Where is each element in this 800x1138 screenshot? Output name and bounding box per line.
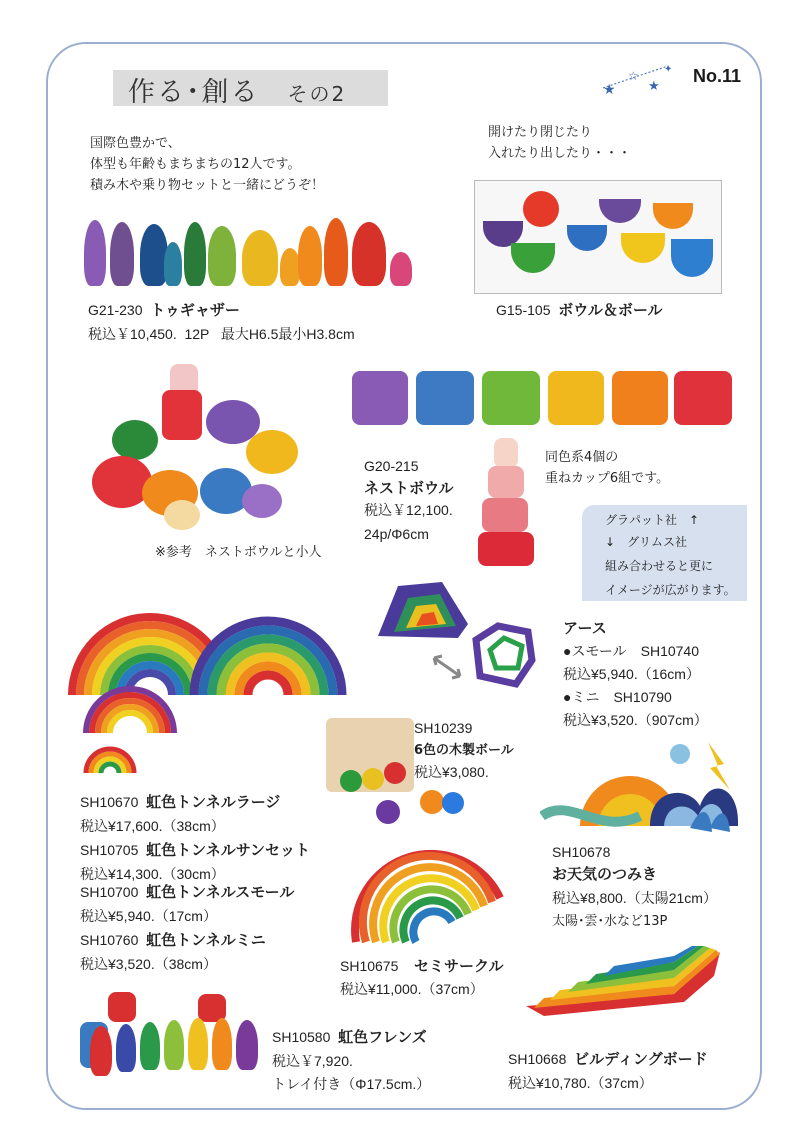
friends-spec: トレイ付き（Φ17.5cm.） [272,1076,431,1092]
reference-photo [88,360,338,540]
rainbow-small-label: SH10700 虹色トンネルスモール [80,884,295,901]
note-line-3: 組み合わせると更に [605,559,714,573]
weather-blocks-photo [540,736,750,846]
semicircle-photo [350,838,510,948]
rainbow-large-label: SH10670 虹色トンネルラージ [80,794,281,811]
weather-price: 税込¥8,800.（太陽21cm） [552,890,717,906]
friends-label: SH10580 虹色フレンズ [272,1029,427,1046]
page-title: 作る･創る その2 [128,77,347,108]
earth-name: アース [563,619,607,637]
bowls-photo [474,180,722,294]
together-photo [84,212,424,298]
balls-name: 6色の木製ボール [414,743,514,758]
nest-bowls-name: ネストボウル [364,479,454,497]
nest-bowls-spec: 24p/Φ6cm [364,526,429,542]
balls-code: SH10239 [414,720,473,736]
bowls-label: G15-105 ボウル＆ボール [496,302,663,319]
page-subtitle: その2 [287,82,347,106]
rainbow-sunset-price: 税込¥14,300.（30cm） [80,866,225,882]
semicircle-price: 税込¥11,000.（37cm） [340,981,484,997]
nest-stack-photo [476,438,536,568]
bowls-intro-line-2: 入れたり出したり・・・ [488,146,632,161]
page-number: No.11 [693,66,742,86]
together-price: 税込￥10,450. 12P 最大H6.5最小H3.8cm [88,326,355,342]
earth-small-label: ●スモール SH10740 [563,643,699,659]
weather-name: お天気のつみき [552,865,658,883]
note-line-2: ↓ グリムス社 [605,535,688,549]
board-price: 税込¥10,780.（37cm） [508,1075,653,1091]
rainbow-sunset-label: SH10705 虹色トンネルサンセット [80,842,310,859]
svg-text:✦: ✦ [664,64,673,75]
balls-price: 税込¥3,080. [414,764,489,780]
together-label: G21-230 トゥギャザー [88,302,240,319]
svg-text:☆: ☆ [628,69,639,83]
bowls-intro-line-1: 開けたり閉じたり [488,125,593,140]
intro-line-3: 積み木や乗り物セットと一緒にどうぞ！ [90,178,325,193]
building-board-photo [524,946,724,1026]
nest-desc-line-2: 重ねカップ6組です。 [545,471,670,486]
nest-bowls-code: G20-215 [364,458,419,474]
board-label: SH10668 ビルディングボード [508,1051,708,1068]
reference-caption: ※参考 ネストボウルと小人 [155,545,322,560]
nest-bowls-photo [352,365,736,427]
earth-mini-label: ●ミニ SH10790 [563,689,672,705]
swap-arrows-icon [430,650,466,682]
friends-price: 税込￥7,920. [272,1053,353,1069]
weather-spec: 太陽･雲･水など13P [552,914,668,929]
nest-bowls-price: 税込￥12,100. [364,502,453,518]
intro-line-2: 体型も年齢もまちまちの12人です。 [90,157,301,172]
earth-mini-price: 税込¥3,520.（907cm） [563,712,708,728]
rainbow-mini-label: SH10760 虹色トンネルミニ [80,932,266,949]
rainbow-small-price: 税込¥5,940.（17cm） [80,908,217,924]
note-line-4: イメージが広がります。 [605,583,736,597]
earth-small-price: 税込¥5,940.（16cm） [563,666,700,682]
weather-code: SH10678 [552,844,611,860]
rainbow-mini-price: 税込¥3,520.（38cm） [80,956,217,972]
svg-text:★: ★ [648,79,660,94]
intro-line-1: 国際色豊かで、 [90,136,181,151]
svg-text:★: ★ [603,82,616,98]
stars-icon [598,58,688,98]
note-line-1: グラパット社 ↑ [605,513,700,527]
rainbow-large-price: 税込¥17,600.（38cm） [80,818,225,834]
nest-desc-line-1: 同色系4個の [545,450,619,465]
friends-photo [78,992,264,1084]
semicircle-label: SH10675 セミサークル [340,958,504,975]
